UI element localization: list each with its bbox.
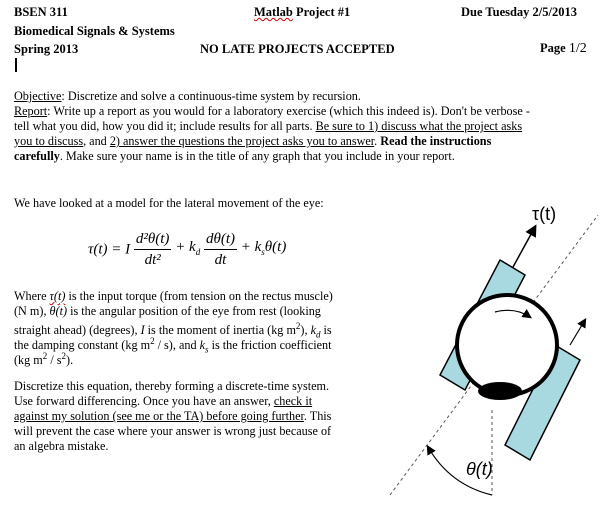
late-notice: NO LATE PROJECTS ACCEPTED [200,42,395,56]
discretize-line-3: against my solution (see me or the TA) before going further. This [14,409,332,423]
report-text-4b: . Make sure your name is in the title of any graph that you include in your report. [59,149,455,163]
project-title-rest: Project #1 [292,5,351,19]
check-it-link-text: check it [273,394,313,408]
text-cursor [15,58,17,72]
eq-lhs: τ(t) = I [88,241,131,258]
eye-diagram [380,195,616,510]
report-line-3 [14,134,491,149]
report-text-3c: 2) answer the questions the project asks you to answer [109,134,375,148]
pupil-icon [478,382,522,400]
tau-arrow [513,227,535,267]
project-title-word1: Matlab [254,5,293,19]
where-line-3: straight ahead) (degrees), I is the moment of inertia (kg $m^2$), $k_d$ is [14,321,332,340]
due-date: Due Tuesday 2/5/2013 [461,5,578,19]
lower-muscle-arrow [570,320,585,345]
eq-d1-num: dθ(t) [204,230,237,250]
objective-label: Objective [14,89,62,103]
course-name: Biomedical Signals & Systems [14,24,175,38]
discretize-line-2: Use forward differencing. Once you have an answer, check it [14,394,313,408]
discretize-line-1: Discretize this equation, thereby forming a discrete-time system. [14,379,330,393]
report-line-1 [14,104,530,119]
project-title [254,5,350,20]
report-text-4a: carefully [14,149,60,163]
torque-equation [88,230,286,269]
report-line-2 [14,119,522,134]
discretize-line-5: an algebra mistake. [14,439,109,453]
report-text-3a: you to discuss [14,134,84,148]
where-line-1: Where τ(t) is the input torque (from tension on the rectus muscle) [14,289,333,303]
report-text-2b: Be sure to 1) discuss what the project asks [315,119,523,133]
eq-plus-kd: + $k_d$ [175,239,201,257]
theta-symbol: θ(t) [49,304,68,318]
report-text-3b: , and [83,134,110,148]
where-line-2: (N m), θ(t) is the angular position of the eye from rest (looking [14,304,321,318]
model-lead: We have looked at a model for the lateral movement of the eye: [14,196,324,210]
eq-kd-sub: d [195,247,201,257]
report-text-3e: Read the instructions [380,134,492,148]
page-number: 1/2 [568,41,587,56]
objective-line [14,89,361,104]
report-text-3d: . [374,134,381,148]
report-text-1: : Write up a report as you would for a laboratory exercise (which this indeed is). Don't be verbose - [47,104,530,118]
eq-plus-ks: + $k_s\theta(t)$ [240,239,287,257]
report-text-2a: tell what you did, how you did it; include results for all parts. [14,119,316,133]
page-indicator [540,41,587,57]
eq-ks-sub: s [261,247,265,257]
objective-text: : Discretize and solve a continuous-time system by recursion. [61,89,361,103]
tau-label: τ(t) [532,204,557,224]
eq-d2-num: d²θ(t) [134,230,172,250]
term: Spring 2013 [14,42,79,56]
where-line-4: the damping constant (kg $m^2 / s$), and $k_s$ is the friction coefficient [14,336,332,355]
theta-label: θ(t) [466,459,493,479]
tau-symbol: τ(t) [49,289,66,303]
report-label: Report [14,104,48,118]
eq-d2-den: dt² [144,252,161,268]
eq-first-derivative [204,230,237,269]
eq-d1-den: dt [214,252,227,268]
discretize-line-4: will prevent the case where your answer is wrong just because of [14,424,332,438]
eq-second-derivative [134,230,172,269]
page-label: Page [540,41,569,55]
where-line-5: (kg $m^2 / s^2$). [14,351,74,368]
course-code: BSEN 311 [14,5,68,19]
report-line-4 [14,149,455,164]
